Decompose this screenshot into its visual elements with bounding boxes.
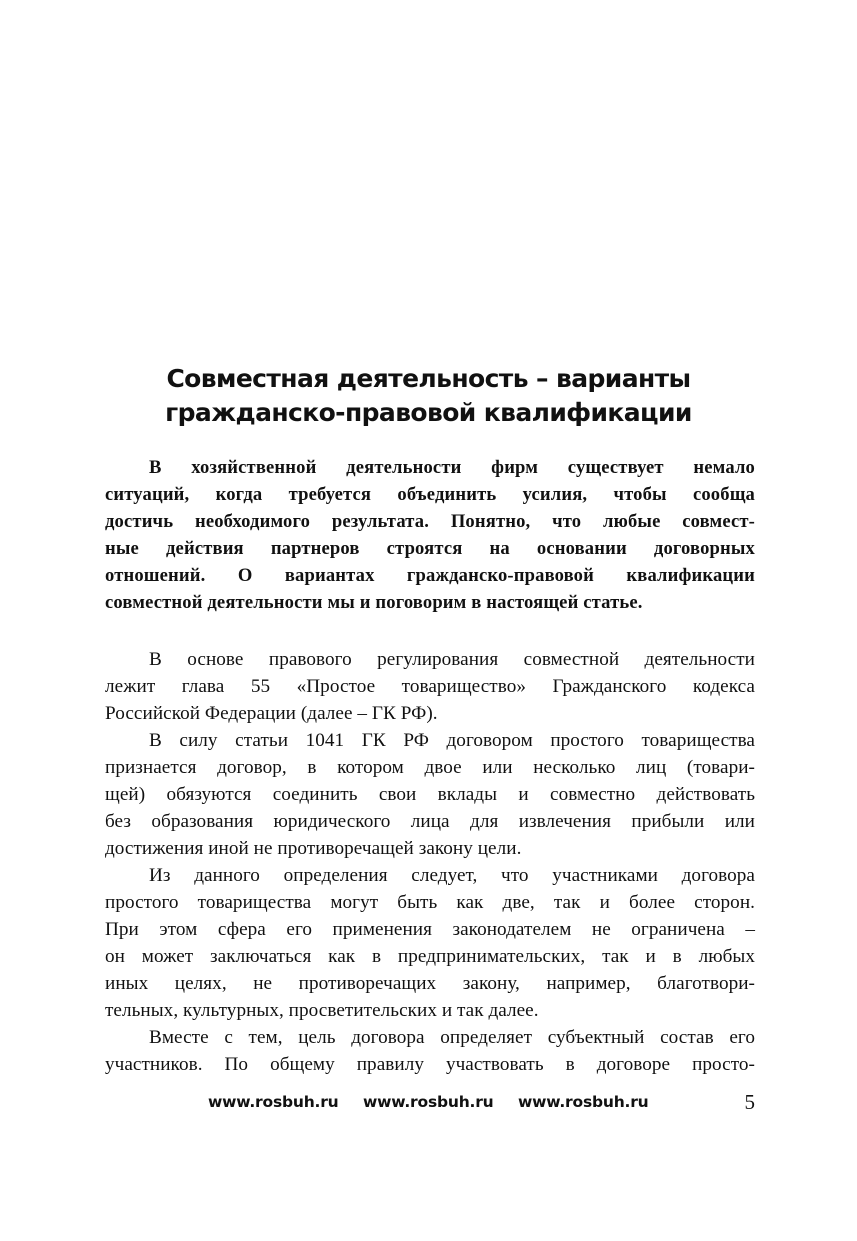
article-body [105,646,755,1078]
lead-paragraph [105,454,755,616]
page-footer [105,1090,755,1119]
body-line: участников. По общему правилу участвовать в договоре просто- [105,1054,755,1075]
article-title [100,362,757,430]
title-line: гражданско-правовой квалификации [165,398,692,427]
body-line: признается договор, в котором двое или несколько лиц (товари- [105,757,755,778]
title-line: Совместная деятельность – варианты [166,364,691,393]
footer-url: www.rosbuh.ru [363,1093,494,1111]
lead-line: совместной деятельности мы и поговорим в настоящей статье. [105,592,643,613]
body-line: он может заключаться как в предпринимательских, так и в любых [105,946,755,967]
body-line: лежит глава 55 «Простое товарищество» Гражданского кодекса [105,676,755,697]
body-line: В силу статьи 1041 ГК РФ договором простого товарищества [149,730,755,751]
lead-line: отношений. О вариантах гражданско-правовой квалификации [105,565,755,586]
body-paragraph [105,1024,755,1078]
lead-line: В хозяйственной деятельности фирм существует немало [149,457,755,478]
body-line: без образования юридического лица для извлечения прибыли или [105,811,755,832]
page-number: 5 [744,1090,755,1114]
lead-line: ситуаций, когда требуется объединить усилия, чтобы сообща [105,484,755,505]
body-paragraph [105,862,755,1024]
body-line: щей) обязуются соединить свои вклады и совместно действовать [105,784,755,805]
body-line: Из данного определения следует, что участниками договора [149,865,755,886]
footer-url: www.rosbuh.ru [208,1093,339,1111]
body-line: иных целях, не противоречащих закону, например, благотвори- [105,973,755,994]
body-line: Вместе с тем, цель договора определяет субъектный состав его [149,1027,755,1048]
body-paragraph [105,727,755,862]
body-line: Российской Федерации (далее – ГК РФ). [105,703,438,724]
body-line: В основе правового регулирования совместной деятельности [149,649,755,670]
lead-line: ные действия партнеров строятся на основании договорных [105,538,755,559]
body-line: достижения иной не противоречащей закону цели. [105,838,522,859]
body-line: простого товарищества могут быть как две, так и более сторон. [105,892,755,913]
body-line: При этом сфера его применения законодателем не ограничена – [105,919,755,940]
body-paragraph [105,646,755,727]
lead-line: достичь необходимого результата. Понятно, что любые совмест- [105,511,755,532]
footer-url: www.rosbuh.ru [518,1093,649,1111]
body-line: тельных, культурных, просветительских и так далее. [105,1000,539,1021]
